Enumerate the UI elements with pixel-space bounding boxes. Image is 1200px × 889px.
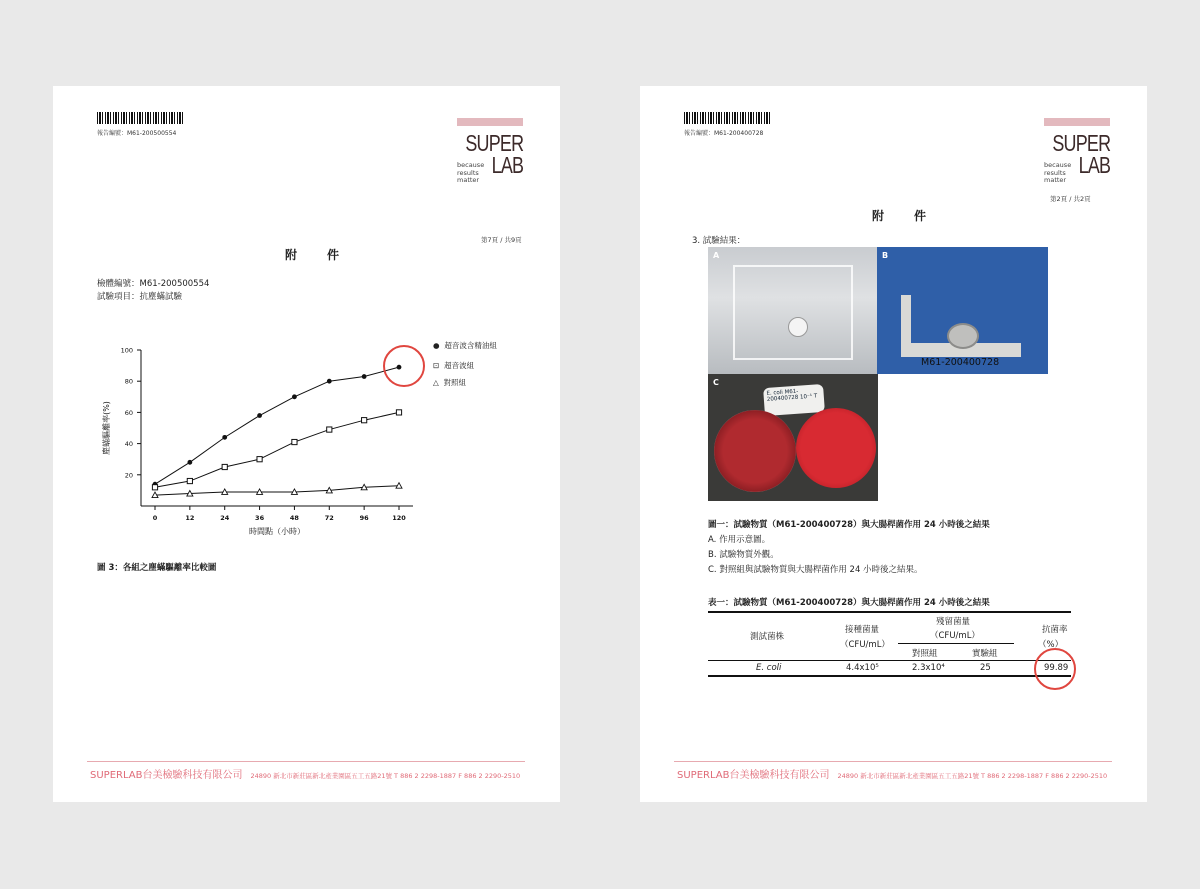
legend-item-ultrasonic-oil: ● 超音波含精油組 [433,341,497,350]
footer-address: 24890 新北市新莊區新北產業園區五工五路21號 T 886 2 2298-1887 F 886 2 2290-2510 [837,772,1108,780]
logo-wordmark: SUPER LAB [465,130,523,178]
header-inoculum-unit: （CFU/mL） [840,640,890,650]
data-point-0 [292,394,297,399]
figure-caption: 圖 3：各組之塵蟎驅離率比較圖 [97,563,217,573]
cell-control: 2.3x10⁴ [912,663,945,673]
logo-band [457,118,523,126]
series-line-1 [155,412,399,487]
header-control: 對照組 [912,649,938,659]
treated-plate [796,408,876,488]
table-bottom-rule [708,675,1071,677]
photo-b-sample [877,247,1048,374]
y-axis-label: 塵蟎驅離率(%) [102,401,111,455]
highlight-circle [1034,648,1076,690]
data-point-1 [292,439,297,444]
report-number: 報告編號：M61-200400728 [684,130,764,137]
data-point-0 [327,379,332,384]
report-page-1 [53,86,560,802]
figure-item-b: B. 試驗物質外觀。 [708,550,779,560]
x-tick-label: 96 [359,514,369,522]
figure-item-c: C. 對照組與試驗物質與大腸桿菌作用 24 小時後之結果。 [708,565,923,575]
photo-label-a: A [713,251,720,260]
data-point-1 [257,457,262,462]
header-rate: 抗菌率 [1042,625,1068,635]
y-tick-label: 20 [124,471,133,480]
sample-label: M61-200400728 [921,357,1000,368]
test-item: 試驗項目：抗塵蟎試驗 [97,292,183,302]
x-tick-label: 48 [289,514,299,522]
header-rate-unit: （%） [1038,640,1064,650]
cell-strain: E. coli [756,663,782,673]
control-plate [714,410,796,492]
legend-marker-square: ⊡ [433,361,440,370]
header-inoculum: 接種菌量 [845,625,880,635]
data-point-0 [257,413,262,418]
plate-note: E. coli M61-200400728 10⁻¹ T [763,384,825,416]
acrylic-box [733,265,853,360]
figure-item-a: A. 作用示意圖。 [708,535,771,545]
sample-number: 檢體編號：M61-200500554 [97,279,210,289]
y-tick-label: 80 [124,377,133,386]
x-axis-label: 時間點（小時） [249,527,305,536]
repellency-line-chart [53,336,560,536]
superlab-logo [457,118,523,190]
table-sub-rule [898,643,1014,644]
footer-company: SUPERLAB台美檢驗科技有限公司 [90,770,243,781]
report-number: 報告編號：M61-200500554 [97,130,177,137]
data-point-1 [362,418,367,423]
data-point-0 [222,435,227,440]
barcode [684,112,772,124]
data-point-1 [187,478,192,483]
footer [90,766,520,781]
page-number: 第7頁 / 共9頁 [481,236,522,244]
data-point-0 [187,460,192,465]
data-point-1 [396,410,401,415]
x-tick-label: 120 [392,514,406,522]
device-shape [788,317,808,337]
table-mid-rule [708,660,1071,661]
x-tick-label: 36 [255,514,265,522]
photo-label-b: B [882,251,889,260]
legend-marker-circle: ● [433,341,440,350]
data-point-1 [222,464,227,469]
logo-tagline: because results matter [1044,161,1072,184]
x-tick-label: 72 [324,514,334,522]
legend-marker-triangle: △ [433,378,439,387]
sample-device [947,323,979,349]
logo-wordmark: SUPER LAB [1052,130,1110,178]
superlab-logo [1044,118,1110,190]
x-tick-label: 24 [220,514,230,522]
cell-experimental: 25 [980,663,991,673]
cell-rate: 99.89 [1044,663,1069,673]
footer-address: 24890 新北市新莊區新北產業園區五工五路21號 T 886 2 2298-1887 F 886 2 2290-2510 [250,772,521,780]
photo-label-c: C [713,378,719,387]
header-residual-unit: （CFU/mL） [930,631,980,641]
footer [677,766,1107,781]
x-tick-label: 12 [185,514,195,522]
photo-a-setup [708,247,877,374]
data-point-1 [327,427,332,432]
figure-caption: 圖一：試驗物質（M61-200400728）與大腸桿菌作用 24 小時後之結果 [708,520,990,530]
barcode [97,112,185,124]
header-strain: 測試菌株 [750,632,785,642]
table-caption: 表一：試驗物質（M61-200400728）與大腸桿菌作用 24 小時後之結果 [708,598,990,608]
page-number: 第2頁 / 共2頁 [1050,195,1091,203]
highlight-circle [383,345,425,387]
x-tick-label: 0 [152,514,158,522]
report-page-2 [640,86,1147,802]
y-tick-label: 40 [124,440,133,449]
cell-inoculum: 4.4x10⁵ [846,663,879,673]
logo-tagline: because results matter [457,161,485,184]
page-heading: 附件 [285,248,370,262]
legend-item-control: △ 對照組 [433,378,467,387]
table-top-rule [708,611,1071,613]
y-tick-label: 100 [120,346,133,355]
header-experimental: 實驗組 [972,649,998,659]
series-line-0 [155,367,399,484]
results-section-title: 3. 試驗結果： [692,236,746,246]
header-residual: 殘留菌量 [936,617,971,627]
logo-band [1044,118,1110,126]
footer-divider [674,761,1112,762]
footer-company: SUPERLAB台美檢驗科技有限公司 [677,770,830,781]
legend-item-ultrasonic: ⊡ 超音波組 [433,361,475,370]
y-tick-label: 60 [124,408,133,417]
data-point-0 [362,374,367,379]
page-heading: 附件 [872,209,957,223]
photo-c-plates [708,374,878,501]
data-point-1 [152,485,157,490]
footer-divider [87,761,525,762]
